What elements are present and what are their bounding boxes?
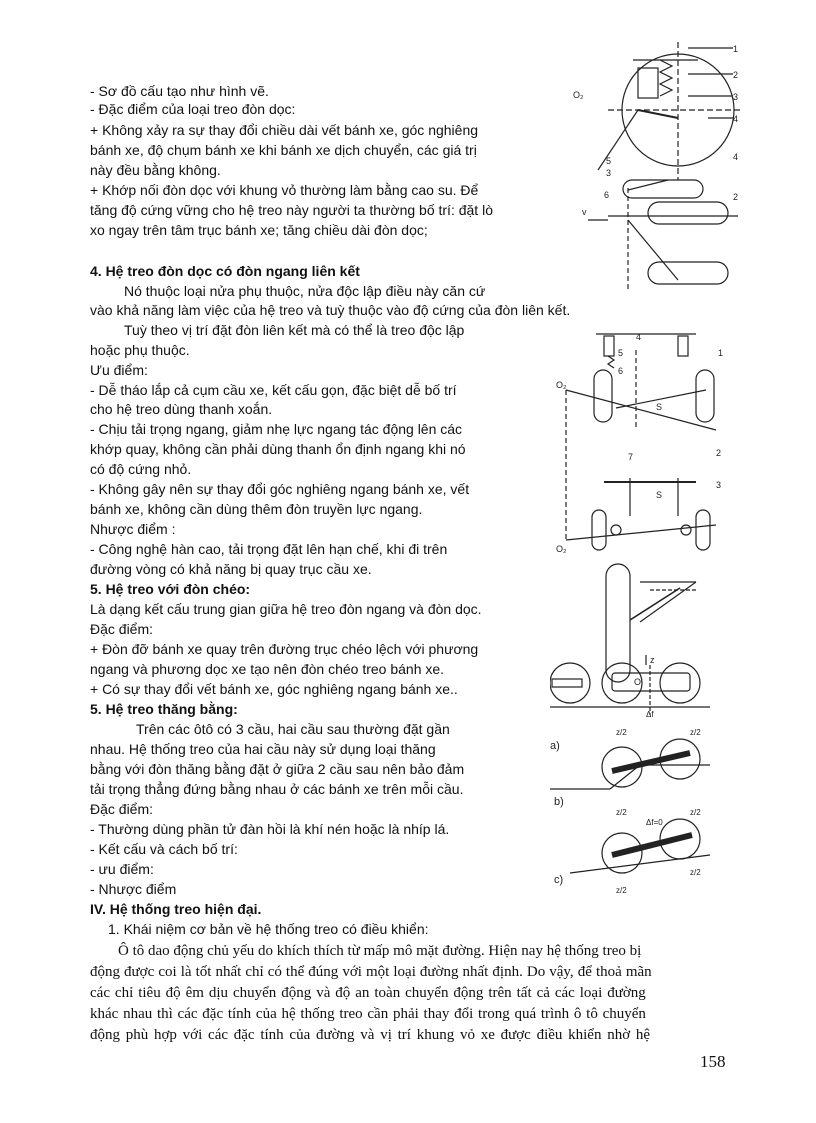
figure-linked-trailing-arm [556, 330, 731, 560]
svg-text:1: 1 [718, 348, 724, 358]
label-3: 3 [733, 92, 739, 102]
label-5: 5 [606, 156, 612, 166]
svg-text:z/2: z/2 [616, 886, 627, 895]
text-line: - Đặc điểm của loại treo đòn dọc: [90, 101, 296, 117]
svg-text:2: 2 [716, 448, 722, 458]
text-line: này đều bằng không. [90, 162, 221, 178]
label-4: 4 [733, 114, 739, 124]
shock-absorber [638, 68, 658, 98]
text-line: Nhược điểm : [90, 521, 176, 537]
balance-beam-b [612, 753, 690, 771]
label-o2: O₂ [573, 90, 584, 100]
svg-text:z/2: z/2 [616, 808, 627, 817]
svg-text:S: S [656, 402, 663, 412]
text-line: - Kết cấu và cách bố trí: [90, 841, 238, 857]
text-line: 1. Khái niệm cơ bản về hệ thống treo có điều khiển: [108, 921, 429, 937]
section-heading-4: 4. Hệ treo đòn dọc có đòn ngang liên kết [90, 263, 360, 279]
svg-text:Δf: Δf [646, 710, 654, 719]
label-2: 2 [733, 70, 739, 80]
svg-text:z/2: z/2 [616, 728, 627, 737]
text-line: + Có sự thay đổi vết bánh xe, góc nghiêng ngang bánh xe.. [90, 681, 458, 697]
text-line: - Chịu tải trọng ngang, giảm nhẹ lực ngang tác động lên các [90, 421, 463, 437]
text-line: nhau. Hệ thống treo của hai cầu này sử dụng loại thăng [90, 741, 436, 757]
label-v: v [582, 207, 587, 217]
text-line: tăng độ cứng vững cho hệ treo này người ta thường bố trí: đặt lò [90, 202, 493, 218]
svg-text:z/2: z/2 [690, 728, 701, 737]
section-heading-5b: 5. Hệ treo thăng bằng: [90, 701, 238, 717]
section-heading-5a: 5. Hệ treo với đòn chéo: [90, 581, 251, 597]
svg-text:c): c) [554, 874, 564, 886]
text-line: - Dễ tháo lắp cả cụm cầu xe, kết cấu gọn, đặc biệt dễ bố trí [90, 382, 457, 398]
text-line: khác nhau thì các đặc tính của hệ thống treo cần phải thay đổi trong quá trình ô tô chuyển [90, 1006, 646, 1022]
svg-text:z/2: z/2 [690, 868, 701, 877]
text-line: hoặc phụ thuộc. [90, 342, 190, 358]
figure-trailing-arm [568, 40, 748, 290]
text-line: bằng với đòn thăng bằng đặt ở giữa 2 cầu sau nên bảo đảm [90, 761, 465, 777]
text-line: cho hệ treo dùng thanh xoắn. [90, 401, 273, 417]
svg-text:z: z [650, 655, 655, 665]
svg-text:a): a) [550, 740, 560, 752]
text-line: - ưu điểm: [90, 861, 154, 877]
text-line: - Sơ đồ cấu tạo như hình vẽ. [90, 83, 269, 99]
svg-text:Δf=0: Δf=0 [646, 818, 663, 827]
text-line: có độ cứng nhỏ. [90, 461, 192, 477]
text-line: Trên các ôtô có 3 cầu, hai cầu sau thường đặt gần [136, 721, 450, 737]
svg-text:b): b) [554, 796, 564, 808]
svg-text:6: 6 [618, 366, 624, 376]
text-line: xo ngay trên tâm trục bánh xe; tăng chiều dài đòn dọc; [90, 222, 428, 238]
svg-text:5: 5 [618, 348, 624, 358]
text-line: bánh xe, không cần dùng thêm đòn truyền lực ngang. [90, 501, 423, 517]
text-line: - Không gây nên sự thay đổi góc nghiêng ngang bánh xe, vết [90, 481, 470, 497]
svg-text:O₂: O₂ [556, 380, 567, 390]
section-heading-iv: IV. Hệ thống treo hiện đại. [90, 901, 262, 917]
text-line: động được coi là tốt nhất chỉ có thể đúng với một loại đường nhất định. Do vậy, để thoả mãn [90, 964, 652, 980]
text-line: khớp quay, không cần phải dùng thanh ổn định ngang khi nó [90, 441, 466, 457]
svg-text:z/2: z/2 [690, 808, 701, 817]
text-line: bánh xe, độ chụm bánh xe khi bánh xe dịch chuyển, các giá trị [90, 142, 477, 158]
wheel-top-view [623, 180, 703, 198]
spring [660, 60, 672, 96]
text-line: Ô tô dao động chủ yếu do khích thích từ mấp mô mặt đường. Hiện nay hệ thống treo bị [118, 943, 642, 959]
label-4b: 4 [733, 152, 739, 162]
text-line: các chỉ tiêu độ êm dịu chuyển động và độ an toàn chuyển động trên tất cả các loại đường [90, 985, 646, 1001]
label-6: 6 [604, 190, 610, 200]
text-line: động phù hợp với các đặc tính của đường và vị trí khung vỏ xe được điều khiển nhờ hệ [90, 1027, 651, 1043]
text-line: + Không xảy ra sự thay đổi chiều dài vết bánh xe, góc nghiêng [90, 122, 479, 138]
text-line: Đặc điểm: [90, 801, 154, 817]
svg-text:3: 3 [716, 480, 722, 490]
text-line: đường vòng có khả năng bị quay trục cầu xe. [90, 561, 372, 577]
text-line: Tuỳ theo vị trí đặt đòn liên kết mà có thể là treo độc lập [124, 322, 465, 338]
text-line: + Đòn đỡ bánh xe quay trên đường trục chéo lệch với phương [90, 641, 479, 657]
svg-text:O: O [634, 677, 642, 687]
text-line: - Thường dùng phần tử đàn hồi là khí nén hoặc là nhíp lá. [90, 821, 450, 837]
text-line: vào khả năng làm việc của hệ treo và tuỳ thuộc vào độ cứng của đòn liên kết. [90, 302, 571, 318]
page-number: 158 [700, 1052, 726, 1071]
label-1: 1 [733, 44, 739, 54]
text-line: Đặc điểm: [90, 621, 154, 637]
svg-text:S: S [656, 490, 663, 500]
balance-beam-a [612, 673, 690, 691]
text-line: - Nhược điểm [90, 881, 177, 897]
text-line: tải trọng thẳng đứng bằng nhau ở các bánh xe trên mỗi cầu. [90, 781, 464, 797]
text-line: - Công nghệ hàn cao, tải trọng đặt lên hạn chế, khi đi trên [90, 541, 448, 557]
label-2b: 2 [733, 192, 739, 202]
svg-text:4: 4 [636, 332, 642, 342]
text-line: Ưu điểm: [90, 362, 148, 378]
label-3b: 3 [606, 168, 612, 178]
text-line: Nó thuộc loại nửa phụ thuộc, nửa độc lập điều này căn cứ [124, 283, 486, 299]
balance-beam-c [612, 835, 692, 855]
svg-text:7: 7 [628, 452, 634, 462]
svg-text:O₂: O₂ [556, 544, 567, 554]
right-wheel [696, 370, 714, 422]
text-line: ngang và phương dọc xe tạo nên đòn chéo treo bánh xe. [90, 661, 445, 677]
figure-balance-suspension [550, 655, 730, 895]
text-line: Là dạng kết cấu trung gian giữa hệ treo đòn ngang và đòn dọc. [90, 601, 482, 617]
text-line: + Khớp nối đòn dọc với khung vỏ thường làm bằng cao su. Để [90, 182, 479, 198]
left-wheel [594, 370, 612, 422]
